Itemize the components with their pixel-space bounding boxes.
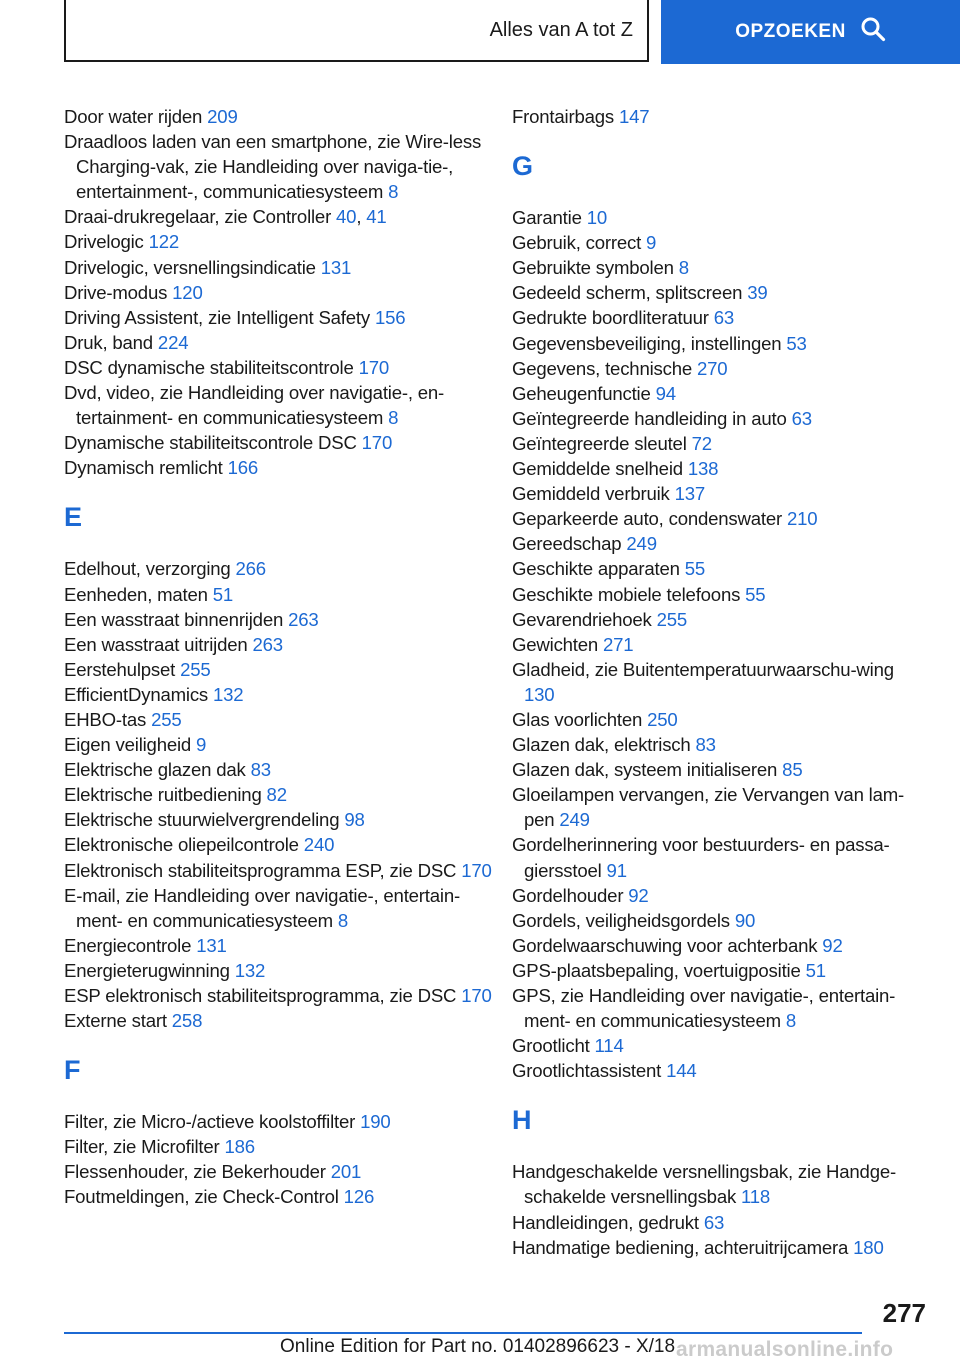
index-entry-text: GPS-plaatsbepaling, voertuigpositie bbox=[512, 959, 806, 981]
page-reference-link[interactable]: 51 bbox=[805, 959, 826, 981]
index-entry bbox=[64, 983, 494, 1008]
index-entry bbox=[512, 1058, 922, 1083]
index-entry bbox=[64, 657, 494, 682]
page-reference-link[interactable]: 126 bbox=[343, 1186, 375, 1208]
page-reference-link[interactable]: 53 bbox=[786, 332, 807, 354]
index-entry-text: Een wasstraat binnenrijden bbox=[64, 608, 289, 630]
index-entry-text: Gewichten bbox=[512, 633, 604, 655]
page-reference-link[interactable]: 255 bbox=[656, 608, 688, 630]
page-reference-link[interactable]: 122 bbox=[148, 231, 180, 253]
index-entry-text: Gebruikte symbolen bbox=[512, 257, 679, 279]
page-reference-link[interactable]: 170 bbox=[461, 859, 492, 881]
watermark: armanualsonline.info bbox=[676, 1338, 894, 1361]
index-entry bbox=[64, 104, 494, 129]
page-number: 277 bbox=[882, 1298, 926, 1328]
index-entry-text: Gordelhouder bbox=[512, 884, 629, 906]
index-entry bbox=[64, 280, 494, 305]
index-entry-text: Geheugenfunctie bbox=[512, 382, 656, 404]
index-entry bbox=[512, 883, 922, 908]
index-entry bbox=[512, 1210, 922, 1235]
index-entry bbox=[64, 858, 494, 883]
index-entry-text: Gereedschap bbox=[512, 533, 627, 555]
page-reference-link[interactable]: 250 bbox=[647, 708, 678, 730]
page-reference-link[interactable]: 8 bbox=[388, 181, 399, 203]
page-reference-link[interactable]: 94 bbox=[655, 382, 676, 404]
page-reference-link[interactable]: 9 bbox=[646, 232, 657, 254]
tab-a-to-z-label: Alles van A tot Z bbox=[489, 18, 633, 41]
index-entry bbox=[512, 255, 922, 280]
page-reference-link[interactable]: 92 bbox=[628, 884, 649, 906]
index-entry-text: EfficientDynamics bbox=[64, 683, 213, 705]
index-entry bbox=[64, 255, 494, 280]
page-reference-link[interactable]: 63 bbox=[791, 407, 812, 429]
page-reference-link[interactable]: 270 bbox=[696, 357, 728, 379]
index-entry bbox=[512, 406, 922, 431]
footer-divider bbox=[64, 1332, 862, 1334]
index-entry bbox=[512, 958, 922, 983]
index-entry-text: Geparkeerde auto, condenswater bbox=[512, 508, 787, 530]
index-entry bbox=[64, 1109, 494, 1134]
page-reference-link[interactable]: 138 bbox=[687, 458, 719, 480]
index-entry bbox=[512, 1235, 922, 1260]
page-reference-link[interactable]: 240 bbox=[303, 834, 335, 856]
page-reference-link[interactable]: 83 bbox=[695, 734, 716, 756]
index-entry-text: Gegevens, technische bbox=[512, 357, 697, 379]
page-reference-link[interactable]: 41 bbox=[366, 206, 387, 228]
index-entry bbox=[512, 531, 922, 556]
page-reference-link[interactable]: 263 bbox=[288, 608, 319, 630]
index-entry-text: Gordels, veiligheidsgordels bbox=[512, 909, 735, 931]
index-entry-text: Geschikte apparaten bbox=[512, 558, 685, 580]
index-entry-text: Geschikte mobiele telefoons bbox=[512, 583, 746, 605]
index-entry bbox=[64, 832, 494, 857]
index-entry bbox=[512, 104, 922, 129]
index-entry-text: Gedeeld scherm, splitscreen bbox=[512, 282, 748, 304]
page-reference-link[interactable]: 90 bbox=[734, 909, 756, 931]
index-entry bbox=[64, 1008, 494, 1033]
index-entry bbox=[64, 933, 494, 958]
index-entry bbox=[64, 556, 494, 581]
tab-search-label: OPZOEKEN bbox=[735, 21, 846, 42]
page-reference-link[interactable]: 258 bbox=[171, 1010, 203, 1032]
index-entry bbox=[512, 1159, 922, 1209]
index-entry-text: Gevarendriehoek bbox=[512, 608, 657, 630]
page-reference-link[interactable]: 83 bbox=[250, 759, 271, 781]
page-reference-link[interactable]: 118 bbox=[741, 1186, 771, 1208]
page-reference-link[interactable]: 180 bbox=[853, 1236, 884, 1258]
index-entry-text: Drive-modus bbox=[64, 281, 173, 303]
index-entry bbox=[512, 331, 922, 356]
page-reference-link[interactable]: 120 bbox=[172, 281, 203, 303]
index-entry bbox=[512, 456, 922, 481]
index-column-left bbox=[64, 104, 494, 1210]
page-reference-link[interactable]: 249 bbox=[626, 533, 657, 555]
page-reference-link[interactable]: 10 bbox=[586, 207, 607, 229]
index-entry bbox=[64, 632, 494, 657]
index-entry-text: Filter, zie Micro-/actieve koolstoffilter bbox=[64, 1111, 361, 1133]
index-entry bbox=[64, 1184, 494, 1209]
page-reference-link[interactable]: 55 bbox=[684, 558, 706, 580]
page-reference-link[interactable]: 63 bbox=[703, 1211, 725, 1233]
page-reference-link[interactable]: 186 bbox=[224, 1136, 255, 1158]
index-entry-text: Eenheden, maten bbox=[64, 583, 213, 605]
index-entry-text: Dynamische stabiliteitscontrole DSC bbox=[64, 432, 362, 454]
index-entry-text: Eigen veiligheid bbox=[64, 734, 197, 756]
index-entry-text: Elektronische oliepeilcontrole bbox=[64, 834, 304, 856]
page-reference-link[interactable]: 224 bbox=[157, 331, 189, 353]
index-entry bbox=[64, 757, 494, 782]
index-entry-text: EHBO-tas bbox=[64, 708, 152, 730]
index-entry-text: Drivelogic bbox=[64, 231, 149, 253]
index-entry-text: Gordelherinnering voor bestuurders- en passa‐giersstoel bbox=[512, 834, 890, 881]
index-entry-text: Energiecontrole bbox=[64, 934, 197, 956]
index-entry-text: Drivelogic, versnellingsindicatie bbox=[64, 256, 321, 278]
index-entry bbox=[64, 607, 494, 632]
page-reference-link[interactable]: 72 bbox=[691, 432, 712, 454]
page-reference-link[interactable]: 63 bbox=[713, 307, 735, 329]
page-reference-link[interactable]: 114 bbox=[594, 1035, 624, 1057]
page-reference-link[interactable]: 82 bbox=[266, 784, 287, 806]
index-entry-text: DSC dynamische stabiliteitscontrole bbox=[64, 356, 359, 378]
page-reference-link[interactable]: 40 bbox=[336, 206, 357, 228]
index-entry-text: Grootlichtassistent bbox=[512, 1060, 667, 1082]
index-entry-text: Door water rijden bbox=[64, 106, 208, 127]
index-entry-text: Edelhout, verzorging bbox=[64, 558, 236, 580]
page-reference-link[interactable]: 271 bbox=[603, 633, 634, 655]
index-entry-text: Geïntegreerde sleutel bbox=[512, 432, 692, 454]
index-entry-text: Glazen dak, systeem initialiseren bbox=[512, 759, 783, 781]
index-entry-text: Draai-drukregelaar, zie Controller bbox=[64, 206, 337, 228]
index-entry bbox=[512, 381, 922, 406]
index-entry-text: Gladheid, zie Buitentemperatuurwaarschu‐wing bbox=[512, 658, 894, 680]
index-entry bbox=[64, 330, 494, 355]
index-letter-heading: G bbox=[512, 151, 534, 182]
page-reference-link[interactable]: 201 bbox=[330, 1161, 362, 1183]
index-entry-text: Glazen dak, elektrisch bbox=[512, 734, 696, 756]
index-entry-text: Externe start bbox=[64, 1010, 172, 1032]
index-entry-text: Grootlicht bbox=[512, 1035, 595, 1057]
page-reference-link[interactable]: 170 bbox=[358, 356, 389, 378]
index-entry bbox=[512, 481, 922, 506]
index-entry bbox=[64, 129, 494, 204]
index-entry-text: Draadloos laden van een smartphone, zie Wire‐less Charging-vak, zie Handleiding over naviga‐tie-, entertainment-, communicatiesysteem bbox=[64, 131, 482, 203]
footer-edition-text: Online Edition for Part no. 01402896623 - X/18 bbox=[280, 1336, 676, 1357]
index-entry-text: Elektrische stuurwielvergrendeling bbox=[64, 809, 345, 831]
page-reference-link[interactable]: 8 bbox=[388, 407, 399, 429]
top-navigation bbox=[0, 0, 960, 66]
page-reference-link[interactable]: 210 bbox=[786, 508, 818, 530]
index-entry-text: Foutmeldingen, zie Check-Control bbox=[64, 1186, 344, 1208]
index-entry bbox=[64, 582, 494, 607]
index-entry-text: Gordelwaarschuwing voor achterbank bbox=[512, 934, 823, 956]
index-entry bbox=[64, 355, 494, 380]
index-entry bbox=[512, 832, 922, 882]
page-reference-link[interactable]: 209 bbox=[207, 106, 238, 127]
page-reference-link[interactable]: 8 bbox=[678, 257, 689, 279]
index-entry-text: Handmatige bediening, achteruitrijcamera bbox=[512, 1236, 854, 1258]
index-entry-text: GPS, zie Handleiding over navigatie-, entertain‐ment- en communicatiesysteem bbox=[512, 985, 896, 1032]
page-reference-link[interactable]: 131 bbox=[320, 256, 352, 278]
index-entry-text: Handleidingen, gedrukt bbox=[512, 1211, 704, 1233]
index-entry bbox=[512, 506, 922, 531]
index-entry bbox=[64, 732, 494, 757]
index-entry-text: Druk, band bbox=[64, 331, 158, 353]
index-entry bbox=[64, 430, 494, 455]
index-entry bbox=[512, 983, 922, 1033]
index-entry-text: , bbox=[356, 206, 367, 228]
index-entry-text: Elektrische ruitbediening bbox=[64, 784, 267, 806]
index-entry-text: Elektrische glazen dak bbox=[64, 759, 251, 781]
page-reference-link[interactable]: 132 bbox=[234, 959, 266, 981]
index-entry-text: Gedrukte boordliteratuur bbox=[512, 307, 714, 329]
page-reference-link[interactable]: 92 bbox=[822, 934, 843, 956]
index-entry bbox=[64, 883, 494, 933]
index-entry bbox=[64, 807, 494, 832]
page-reference-link[interactable]: 85 bbox=[782, 759, 803, 781]
index-entry bbox=[64, 1159, 494, 1184]
index-entry bbox=[512, 908, 922, 933]
index-entry bbox=[512, 205, 922, 230]
page-reference-link[interactable]: 166 bbox=[227, 457, 259, 479]
page-reference-link[interactable]: 137 bbox=[674, 483, 706, 505]
index-entry-text: Energieterugwinning bbox=[64, 959, 235, 981]
page-reference-link[interactable]: 8 bbox=[337, 909, 348, 931]
index-entry-text: Gemiddeld verbruik bbox=[512, 483, 675, 505]
index-entry bbox=[64, 380, 494, 430]
index-entry-text: E-mail, zie Handleiding over navigatie-, entertain‐ment- en communicatiesysteem bbox=[64, 884, 460, 931]
index-entry-text: Gebruik, correct bbox=[512, 232, 647, 254]
index-entry bbox=[512, 556, 922, 581]
index-entry-text: Dynamisch remlicht bbox=[64, 457, 228, 479]
page-reference-link[interactable]: 51 bbox=[212, 583, 234, 605]
index-entry-text: Gemiddelde snelheid bbox=[512, 458, 688, 480]
index-entry bbox=[64, 229, 494, 254]
page-reference-link[interactable]: 170 bbox=[461, 985, 492, 1006]
index-entry-text: Handgeschakelde versnellingsbak, zie Handge‐schakelde versnellingsbak bbox=[512, 1161, 896, 1208]
index-entry bbox=[64, 305, 494, 330]
page-reference-link[interactable]: 132 bbox=[213, 683, 244, 705]
index-entry bbox=[512, 632, 922, 657]
index-entry-text: Een wasstraat uitrijden bbox=[64, 633, 253, 655]
index-entry-text: ESP elektronisch stabiliteitsprogramma, zie DSC bbox=[64, 985, 462, 1006]
index-entry bbox=[512, 582, 922, 607]
index-entry bbox=[64, 204, 494, 229]
page-reference-link[interactable]: 39 bbox=[747, 282, 768, 304]
index-entry bbox=[512, 230, 922, 255]
index-entry-text: Dvd, video, zie Handleiding over navigatie-, en‐tertainment- en communicatiesysteem bbox=[64, 382, 445, 429]
page-reference-link[interactable]: 8 bbox=[785, 1010, 796, 1032]
index-entry-text: Elektronisch stabiliteitsprogramma ESP, zie DSC bbox=[64, 859, 462, 881]
page-reference-link[interactable]: 130 bbox=[524, 683, 555, 705]
index-entry bbox=[64, 682, 494, 707]
page-reference-link[interactable]: 255 bbox=[180, 658, 211, 680]
index-entry bbox=[64, 958, 494, 983]
index-letter-heading: F bbox=[64, 1055, 81, 1086]
index-entry-text: Gloeilampen vervangen, zie Vervangen van lam‐pen bbox=[512, 784, 905, 831]
page-reference-link[interactable]: 98 bbox=[344, 809, 365, 831]
index-entry bbox=[512, 431, 922, 456]
tab-a-to-z[interactable] bbox=[64, 0, 649, 62]
page-reference-link[interactable]: 91 bbox=[606, 859, 627, 881]
index-column-right bbox=[512, 104, 922, 1260]
page-reference-link[interactable]: 249 bbox=[559, 809, 590, 831]
page-reference-link[interactable]: 55 bbox=[745, 583, 766, 605]
index-entry bbox=[64, 455, 494, 480]
index-letter-heading: E bbox=[64, 502, 83, 533]
index-entry-text: Filter, zie Microfilter bbox=[64, 1136, 225, 1158]
index-entry bbox=[512, 356, 922, 381]
index-entry-text: Flessenhouder, zie Bekerhouder bbox=[64, 1161, 331, 1183]
page-reference-link[interactable]: 190 bbox=[360, 1111, 391, 1133]
index-entry bbox=[64, 707, 494, 732]
index-entry bbox=[512, 607, 922, 632]
index-entry-text: Geïntegreerde handleiding in auto bbox=[512, 407, 792, 429]
index-letter-heading: H bbox=[512, 1105, 532, 1136]
page-reference-link[interactable]: 263 bbox=[252, 633, 283, 655]
page-reference-link[interactable]: 255 bbox=[151, 708, 182, 730]
page-reference-link[interactable]: 144 bbox=[666, 1060, 697, 1082]
index-entry bbox=[512, 1033, 922, 1058]
index-entry bbox=[512, 657, 922, 707]
index-entry bbox=[512, 280, 922, 305]
tab-search[interactable] bbox=[661, 0, 960, 64]
index-entry-text: Gegevensbeveiliging, instellingen bbox=[512, 332, 787, 354]
index-entry-text: Frontairbags bbox=[512, 106, 619, 127]
page-reference-link[interactable]: 156 bbox=[374, 306, 406, 328]
index-entry-text: Glas voorlichten bbox=[512, 708, 648, 730]
index-entry bbox=[512, 707, 922, 732]
index-entry bbox=[512, 757, 922, 782]
page-reference-link[interactable]: 9 bbox=[196, 734, 207, 756]
index-entry-text: Garantie bbox=[512, 207, 587, 229]
index-entry-text: Eerstehulpset bbox=[64, 658, 181, 680]
index-entry bbox=[512, 933, 922, 958]
index-entry bbox=[512, 732, 922, 757]
page-reference-link[interactable]: 131 bbox=[196, 934, 227, 956]
page-reference-link[interactable]: 266 bbox=[235, 558, 266, 580]
index-entry bbox=[512, 305, 922, 330]
page-reference-link[interactable]: 170 bbox=[361, 432, 393, 454]
search-icon bbox=[860, 16, 886, 48]
index-entry-text: Driving Assistent, zie Intelligent Safety bbox=[64, 306, 375, 328]
index-entry bbox=[512, 782, 922, 832]
page-reference-link[interactable]: 147 bbox=[618, 106, 650, 127]
index-entry bbox=[64, 782, 494, 807]
index-entry bbox=[64, 1134, 494, 1159]
